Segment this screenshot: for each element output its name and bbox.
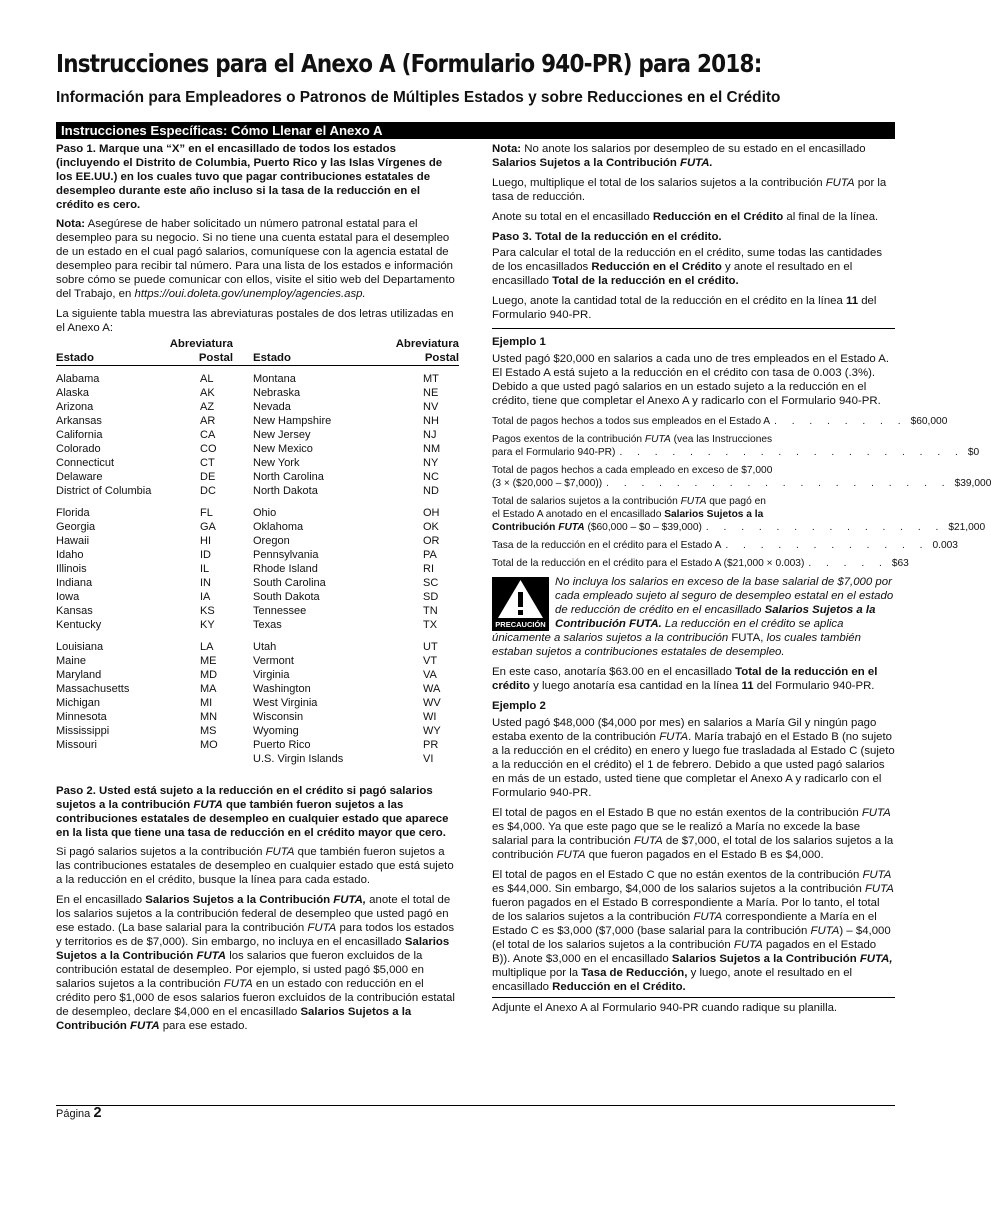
state-name: South Carolina — [253, 577, 326, 589]
state-name: Wisconsin — [253, 711, 304, 723]
caution-block — [492, 575, 895, 659]
table-row-gap — [56, 632, 459, 640]
state-name: North Carolina — [253, 471, 324, 483]
table-row — [56, 484, 459, 498]
example2-paragraph-1: Usted pagó $48,000 ($4,000 por mes) en salarios a María Gil y ningún pago estaba exento de la contribución FUTA. María trabajó en el Estado B (no sujeto a la reducción en el crédito) en enero y luego fue trasladada al Estado C (sujeto a la reducción en el crédito) el 1 de febrero. Debido a que usted pagó salarios en más de un estado, usted tiene que completar el Anexo A y radicarlo con el Formulario 940-PR. — [492, 717, 895, 799]
state-name: Michigan — [56, 697, 101, 709]
example2-paragraph-2: El total de pagos en el Estado B que no están exentos de la contribución FUTA es $4,000. Ya que este pago que se le realizó a María no excede la base salarial para la contribución FUTA de $7,000, el total de los salarios sujetos a la contribución FUTA que fueron pagados en el Estado B es $4,000. — [492, 807, 894, 861]
table-intro: La siguiente tabla muestra las abreviaturas postales de dos letras utilizadas en el Anexo A: — [56, 308, 454, 334]
state-name: Georgia — [56, 521, 96, 533]
agencies-link[interactable]: https://oui.doleta.gov/unemploy/agencies.asp. — [134, 288, 366, 300]
state-abbreviation: KY — [200, 619, 215, 631]
state-abbreviation: WV — [423, 697, 441, 709]
example2-paragraph-3: El total de pagos en el Estado C que no están exentos de la contribución FUTA es $44,000. Sin embargo, $4,000 de los salarios sujetos a la contribución FUTA fueron pagados en el Estado B correspondiente a María. Por lo tanto, el total de los salarios sujetos a la contribución FUTA correspondiente a María en el Estado C es $3,000 ($7,000 (base salarial para la contribución FUTA) – $4,000 (el total de los salarios sujetos a la contribución FUTA pagados en el Estado B)). Anote $3,000 en el encasillado Salarios Sujetos a la Contribución FUTA, multiplique por la Tasa de Reducción, y luego, anote el resultado en el encasillado Reducción en el Crédito. — [492, 869, 894, 993]
table-row — [56, 654, 459, 668]
table-row — [56, 372, 459, 386]
state-abbreviation: PA — [423, 549, 437, 561]
state-name: New York — [253, 457, 300, 469]
page-number: 2 — [93, 1105, 102, 1121]
calc-row-excess: Total de pagos hechos a cada empleado en exceso de $7,000 (3 × ($20,000 – $7,000)) . . . . . . . . . . . . . . . . . . . . $39,000 — [492, 465, 991, 489]
state-name: New Mexico — [253, 443, 313, 455]
table-row — [56, 562, 459, 576]
state-abbreviation: IN — [200, 577, 211, 589]
state-name: Colorado — [56, 443, 101, 455]
state-abbreviation: CT — [200, 457, 215, 469]
document-page — [56, 0, 991, 1230]
state-name: Alaska — [56, 387, 90, 399]
state-abbreviation: NE — [423, 387, 439, 399]
calc-row-exempt: Pagos exentos de la contribución FUTA (vea las Instrucciones para el Formulario 940-PR) . . . . . . . . . . . . . . . . . . . . $0 — [492, 434, 980, 458]
state-abbreviation: MA — [200, 683, 217, 695]
calc-row-total-payments: Total de pagos hechos a todos sus empleados en el Estado A . . . . . . . . $60,000 — [492, 416, 948, 427]
state-name: Virginia — [253, 669, 290, 681]
table-row — [56, 604, 459, 618]
table-row — [56, 548, 459, 562]
state-abbreviation: NY — [423, 457, 439, 469]
state-name — [56, 752, 166, 766]
table-row — [56, 752, 459, 766]
state-abbreviation: DC — [200, 485, 216, 497]
table-row — [56, 640, 459, 654]
state-abbreviation — [166, 752, 243, 766]
state-abbreviation: TN — [423, 605, 438, 617]
table-row — [56, 710, 459, 724]
state-col-header: Estado — [253, 352, 291, 364]
state-name: Nevada — [253, 401, 291, 413]
state-name: Massachusetts — [56, 683, 130, 695]
state-abbreviation: SC — [423, 577, 439, 589]
state-abbreviation: FL — [200, 507, 213, 519]
abbr-col-header: Abreviatura Postal — [169, 338, 233, 364]
state-name: Pennsylvania — [253, 549, 319, 561]
state-abbreviation: SD — [423, 591, 439, 603]
state-name: Oregon — [253, 535, 290, 547]
note-text: Asegúrese de haber solicitado un número patronal estatal para el desempleo para su negocio. Si no tiene una cuenta estatal para el desempleo de un estado en el cual pagó salarios, comuníquese con la agencia estatal de desempleo para recibir tal número. Para una lista de los estados e información sobre cómo se puede comunicar con ellos, visite el sitio web del Departamento del Trabajo, en — [56, 218, 455, 300]
attach-instruction: Adjunte el Anexo A al Formulario 940-PR cuando radique su planilla. — [492, 1002, 838, 1014]
state-abbreviation: MD — [200, 669, 218, 681]
calc-row-rate: Tasa de la reducción en el crédito para el Estado A . . . . . . . . . . . . 0.003 — [492, 540, 958, 551]
state-abbreviation-table — [56, 337, 459, 766]
example2-title: Ejemplo 2 — [492, 700, 546, 712]
state-name: Idaho — [56, 549, 84, 561]
state-abbreviation: ND — [423, 485, 439, 497]
state-abbreviation: VT — [423, 655, 438, 667]
state-abbreviation: NV — [423, 401, 439, 413]
state-abbreviation: OR — [423, 535, 440, 547]
state-name: New Hampshire — [253, 415, 332, 427]
state-name: South Dakota — [253, 591, 320, 603]
divider — [492, 328, 895, 329]
state-name: Minnesota — [56, 711, 107, 723]
example1-text: Usted pagó $20,000 en salarios a cada uno de tres empleados en el Estado A. El Estado A está sujeto a la reducción en el crédito con tasa de 0.003 (.3%). Debido a que usted pagó salarios en un estado sujeto a la reducción en el crédito, tiene que completar el Anexo A y radicarlo con el Formulario 940-PR. — [492, 353, 890, 407]
state-abbreviation: AK — [200, 387, 215, 399]
step3-paragraph: Para calcular el total de la reducción en el crédito, sume todas las cantidades de los encasillados Reducción en el Crédito y anote el resultado en el encasillado Total de la reducción en el crédito. — [492, 247, 883, 287]
table-row — [56, 470, 459, 484]
state-name: Illinois — [56, 563, 87, 575]
state-abbreviation: IA — [200, 591, 211, 603]
state-abbreviation: RI — [423, 563, 434, 575]
left-column — [56, 142, 460, 1039]
state-abbreviation: PR — [423, 739, 439, 751]
state-abbreviation: ME — [200, 655, 217, 667]
state-abbreviation: TX — [423, 619, 438, 631]
state-abbreviation: WA — [423, 683, 441, 695]
state-abbreviation: VI — [423, 753, 434, 765]
state-name: Kansas — [56, 605, 93, 617]
state-name: Indiana — [56, 577, 93, 589]
caution-icon — [492, 577, 549, 631]
example1-title: Ejemplo 1 — [492, 336, 546, 348]
step2-paragraph-1: Si pagó salarios sujetos a la contribución FUTA que también fueron sujetos a las contribuciones estatales de desempleo en cualquier estado que está sujeto a la reducción en el crédito, busque la línea para cada estado. — [56, 846, 454, 886]
state-name: Oklahoma — [253, 521, 304, 533]
state-name: Texas — [253, 619, 282, 631]
step2-paragraph-2: En el encasillado Salarios Sujetos a la Contribución FUTA, anote el total de los salarios sujetos a la contribución federal de desempleo que usted pagó en ese estado. (La base salarial para la contribución FUTA para todos los estados y territorios es de $7,000). Sin embargo, no incluya en el encasillado Salarios Sujetos a la Contribución FUTA los salarios que fueron excluidos de la contribución estatal de desempleo. Por ejemplo, si usted pagó $5,000 en salarios sujetos a la contribución FUTA en un estado con reducción en el crédito pero $1,000 de esos salarios fueron excluidos de la contribución estatal de desempleo, declare $4,000 en el encasillado Salarios Sujetos a la Contribución FUTA para ese estado. — [56, 894, 455, 1032]
state-abbreviation: HI — [200, 535, 211, 547]
state-name: Vermont — [253, 655, 294, 667]
table-row — [56, 400, 459, 414]
state-name: Maine — [56, 655, 86, 667]
step3-heading: Paso 3. Total de la reducción en el crédito. — [492, 231, 722, 243]
state-abbreviation: MS — [200, 725, 217, 737]
state-name: Delaware — [56, 471, 103, 483]
example1-result: En este caso, anotaría $63.00 en el encasillado Total de la reducción en el crédito y luego anotaría esa cantidad en la línea 11 del Formulario 940-PR. — [492, 666, 878, 692]
state-abbreviation: MT — [423, 373, 439, 385]
step2-heading: Paso 2. Usted está sujeto a la reducción en el crédito si pagó salarios sujetos a la contribución FUTA que también fueron sujetos a las contribuciones estatales de desempleo en cualquier estado que aparece en la lista que tiene una tasa de reducción en el crédito mayor que cero. — [56, 785, 449, 839]
section-header-text: Instrucciones Específicas: Cómo Llenar el Anexo A — [61, 123, 383, 138]
state-name: Tennessee — [253, 605, 307, 617]
state-abbreviation: DE — [200, 471, 216, 483]
state-abbreviation: ID — [200, 549, 211, 561]
state-name: New Jersey — [253, 429, 311, 441]
table-row — [56, 386, 459, 400]
state-name: Utah — [253, 641, 277, 653]
state-table-body — [56, 366, 459, 767]
table-row — [56, 724, 459, 738]
state-abbreviation: OK — [423, 521, 439, 533]
table-row — [56, 618, 459, 632]
table-row — [56, 668, 459, 682]
state-name: North Dakota — [253, 485, 318, 497]
caution-label: PRECAUCIÓN — [495, 620, 546, 629]
step3-line11: Luego, anote la cantidad total de la reducción en el crédito en la línea 11 del Formulario 940-PR. — [492, 295, 877, 321]
state-abbreviation: MO — [200, 739, 218, 751]
state-abbreviation: NJ — [423, 429, 437, 441]
state-name: Washington — [253, 683, 311, 695]
abbr-col-header: Abreviatura Postal — [395, 338, 459, 364]
table-row — [56, 520, 459, 534]
state-name: Montana — [253, 373, 296, 385]
table-row — [56, 682, 459, 696]
calc-row-total-reduction: Total de la reducción en el crédito para el Estado A ($21,000 × 0.003) . . . . . $63 — [492, 558, 909, 569]
calc-row-taxable: Total de salarios sujetos a la contribución FUTA que pagó en el Estado A anotado en el encasillado Salarios Sujetos a la Contribución FUTA ($60,000 – $0 – $39,000) . . . . . . . . . . . . . . $21,000 — [492, 496, 986, 533]
table-row — [56, 534, 459, 548]
table-row — [56, 576, 459, 590]
state-name: District of Columbia — [56, 485, 152, 497]
state-name: Connecticut — [56, 457, 115, 469]
state-name: Hawaii — [56, 535, 90, 547]
table-row — [56, 442, 459, 456]
state-name: Alabama — [56, 373, 100, 385]
divider — [492, 997, 895, 998]
table-row — [56, 506, 459, 520]
state-name: Nebraska — [253, 387, 301, 399]
step1-note — [56, 217, 460, 301]
state-abbreviation: IL — [200, 563, 210, 575]
state-name: Mississippi — [56, 725, 110, 737]
state-abbreviation: NM — [423, 443, 441, 455]
state-abbreviation: GA — [200, 521, 216, 533]
state-name: U.S. Virgin Islands — [253, 753, 344, 765]
state-col-header: Estado — [56, 352, 94, 364]
state-abbreviation: AL — [200, 373, 214, 385]
state-abbreviation: UT — [423, 641, 438, 653]
state-name: California — [56, 429, 103, 441]
right-column — [492, 142, 991, 1021]
state-name: Rhode Island — [253, 563, 318, 575]
state-abbreviation: CA — [200, 429, 216, 441]
state-name: Maryland — [56, 669, 102, 681]
state-abbreviation: NH — [423, 415, 439, 427]
state-abbreviation: MN — [200, 711, 218, 723]
total-instruction: Anote su total en el encasillado Reducción en el Crédito al final de la línea. — [492, 211, 879, 223]
state-abbreviation: CO — [200, 443, 217, 455]
table-row — [56, 414, 459, 428]
state-name: Kentucky — [56, 619, 102, 631]
table-row — [56, 738, 459, 752]
table-row — [56, 696, 459, 710]
state-name: Arizona — [56, 401, 94, 413]
state-name: Puerto Rico — [253, 739, 311, 751]
right-note: Nota: No anote los salarios por desempleo de su estado en el encasillado Salarios Sujetos a la Contribución FUTA. — [492, 143, 866, 169]
note-label: Nota: — [56, 218, 86, 230]
table-row — [56, 590, 459, 604]
state-abbreviation: KS — [200, 605, 215, 617]
caution-text: No incluya los salarios en exceso de la base salarial de $7,000 por cada empleado sujeto al seguro de desempleo estatal en el estado de reducción de crédito en el encasillado Salarios Sujetos a la Contribución FUTA. La reducción en el crédito se aplica únicamente a salarios sujetos a la contribución FUTA, los cuales también estaban sujetos a contribuciones estatales de desempleo. — [492, 576, 894, 658]
page-label: Página — [56, 1108, 91, 1120]
table-row — [56, 456, 459, 470]
state-name: Louisiana — [56, 641, 104, 653]
state-abbreviation: LA — [200, 641, 214, 653]
table-row-gap — [56, 498, 459, 506]
state-name: Missouri — [56, 739, 97, 751]
state-abbreviation: WI — [423, 711, 437, 723]
page-title: Instrucciones para el Anexo A (Formulario 940-PR) para 2018: — [56, 49, 762, 78]
state-abbreviation: MI — [200, 697, 213, 709]
section-header-bar — [56, 122, 895, 139]
state-name: Iowa — [56, 591, 80, 603]
multiply-instruction: Luego, multiplique el total de los salarios sujetos a la contribución FUTA por la tasa de reducción. — [492, 177, 887, 203]
page-subtitle: Información para Empleadores o Patronos de Múltiples Estados y sobre Reducciones en el Crédito — [56, 89, 781, 106]
state-name: Ohio — [253, 507, 277, 519]
state-abbreviation: AR — [200, 415, 216, 427]
state-name: Florida — [56, 507, 90, 519]
state-name: Wyoming — [253, 725, 299, 737]
state-abbreviation: NC — [423, 471, 439, 483]
state-abbreviation: VA — [423, 669, 437, 681]
state-name: West Virginia — [253, 697, 318, 709]
state-abbreviation: OH — [423, 507, 440, 519]
step1-heading: Paso 1. Marque una “X” en el encasillado de todos los estados (incluyendo el Distrito de Columbia, Puerto Rico y las Islas Vírgenes de los EE.UU.) en los cuales tuvo que pagar contribuciones estatales de desempleo durante este año incluso si la tasa de la reducción en el crédito es cero. — [56, 143, 443, 211]
page-footer — [56, 1105, 895, 1121]
table-row — [56, 428, 459, 442]
state-abbreviation: AZ — [200, 401, 215, 413]
state-name: Arkansas — [56, 415, 102, 427]
state-abbreviation: WY — [423, 725, 441, 737]
